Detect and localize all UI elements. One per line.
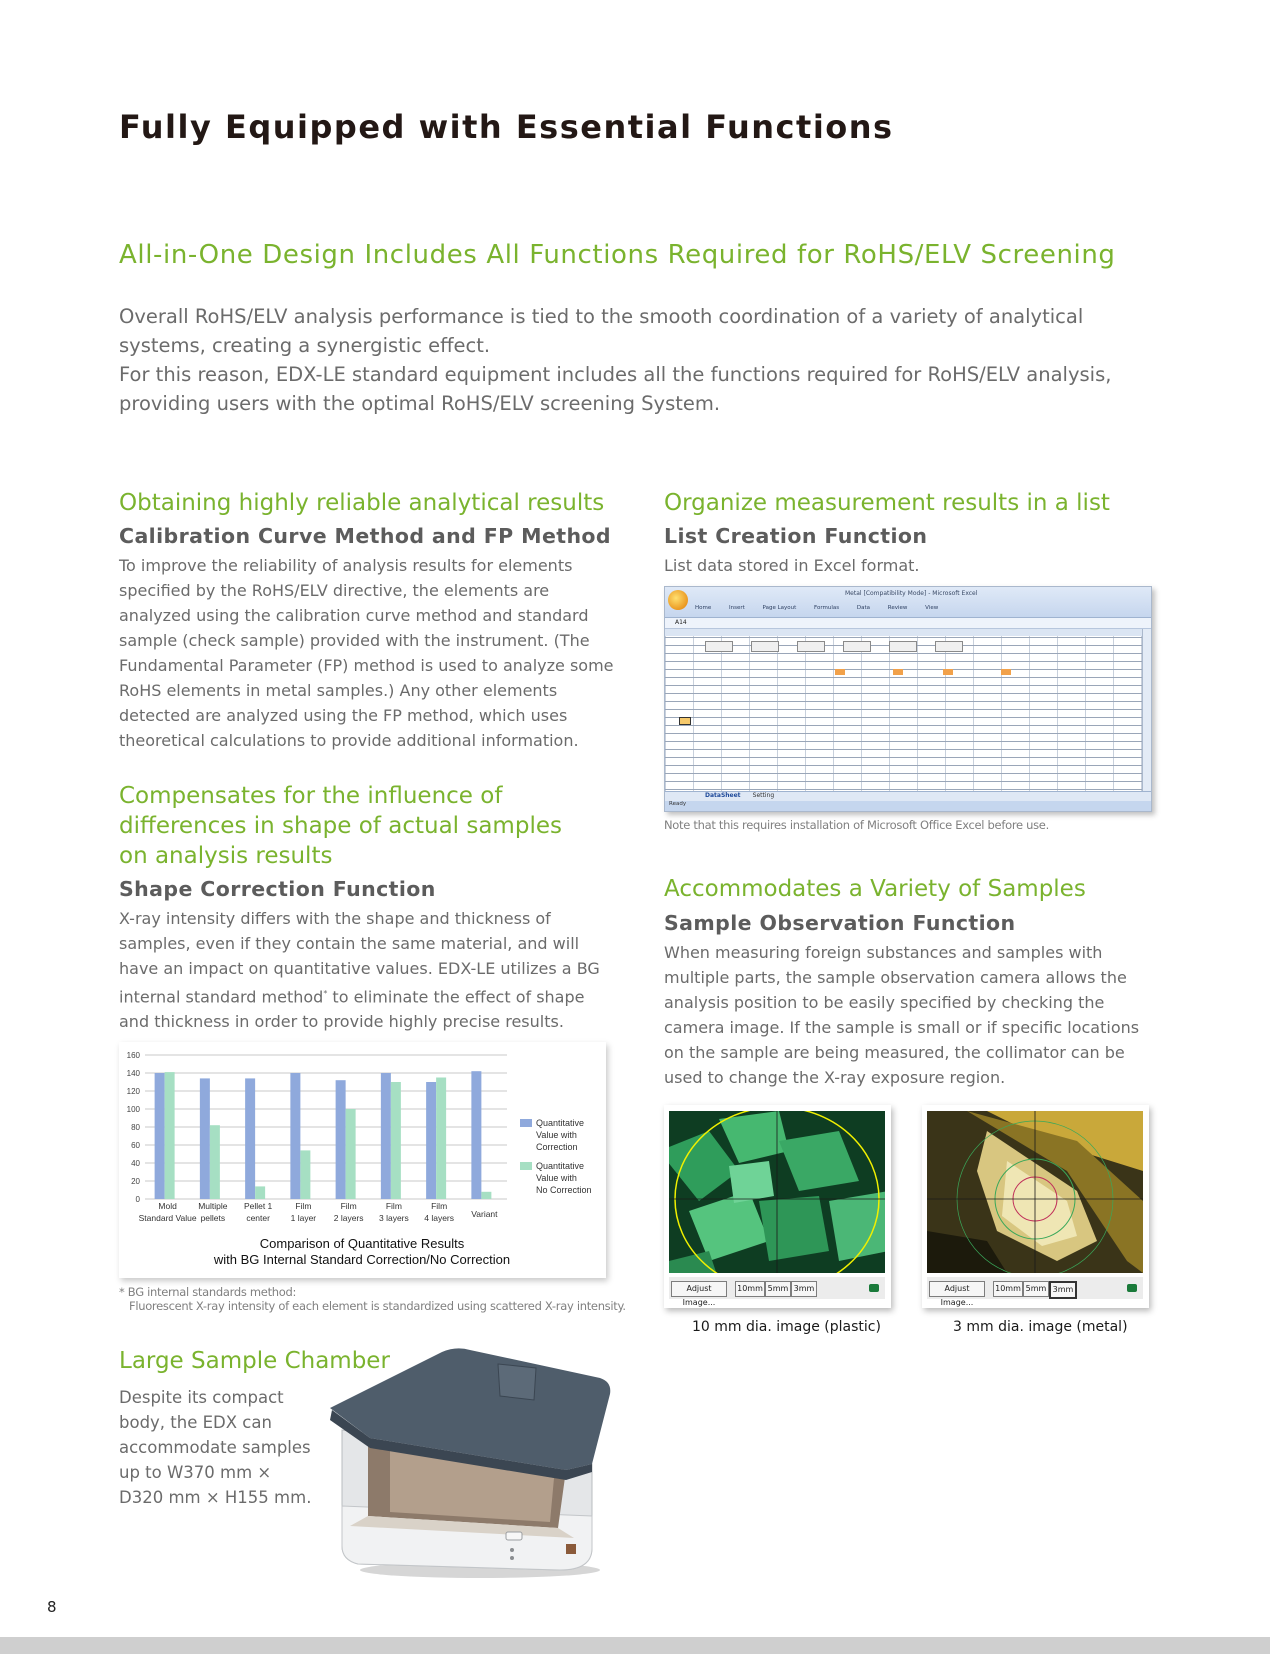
excel-highlight-cell bbox=[893, 669, 903, 675]
chart-bar-no-correction bbox=[346, 1109, 356, 1199]
chart-x-tick-label: pellets bbox=[200, 1213, 226, 1223]
chart-x-tick-label: Mold bbox=[158, 1201, 177, 1211]
excel-name-box: A14 bbox=[675, 619, 687, 626]
chamber-body-line-2: body, the EDX can bbox=[119, 1413, 272, 1432]
excel-button-6 bbox=[935, 641, 963, 652]
edx-instrument-image bbox=[330, 1338, 615, 1583]
excel-sheet-buttons bbox=[705, 637, 1095, 647]
chart-bar-with-correction bbox=[471, 1071, 481, 1199]
shape-heading-line-2: differences in shape of actual samples bbox=[119, 813, 562, 839]
chart-x-tick-label: center bbox=[246, 1213, 270, 1223]
excel-button-3 bbox=[797, 641, 825, 652]
metal-sample-photo bbox=[927, 1111, 1143, 1273]
chart-title-line: Comparison of Quantitative Results bbox=[259, 1236, 465, 1251]
page-number: 8 bbox=[47, 1598, 57, 1616]
footnote-marker: * bbox=[323, 989, 328, 998]
chart-y-tick-label: 60 bbox=[131, 1141, 140, 1150]
excel-sheet-tabs bbox=[665, 791, 1151, 801]
bottom-band bbox=[0, 1637, 1270, 1654]
chamber-body-line-1: Despite its compact bbox=[119, 1388, 284, 1407]
excel-window-title: Metal [Compatibility Mode] - Microsoft Excel bbox=[845, 590, 978, 597]
chart-x-tick-label: Standard Value bbox=[138, 1213, 197, 1223]
metal-photo-toolbar bbox=[927, 1277, 1143, 1307]
plastic-sample-photo bbox=[669, 1111, 885, 1273]
chart-x-tick-label: 2 layers bbox=[333, 1213, 364, 1223]
chart-x-tick-label: 1 layer bbox=[290, 1213, 317, 1223]
collimator-5mm-button[interactable]: 5mm bbox=[1023, 1281, 1049, 1297]
collimator-10mm-button[interactable]: 10mm bbox=[735, 1281, 765, 1297]
camera-icon[interactable] bbox=[869, 1284, 879, 1292]
chart-legend-label: Quantitative bbox=[536, 1118, 585, 1128]
page-title: Fully Equipped with Essential Functions bbox=[119, 108, 894, 146]
chart-bar-no-correction bbox=[165, 1072, 175, 1199]
camera-icon[interactable] bbox=[1127, 1284, 1137, 1292]
collimator-5mm-button[interactable]: 5mm bbox=[765, 1281, 791, 1297]
excel-menu-view: View bbox=[925, 605, 939, 611]
chart-legend-label: Quantitative bbox=[536, 1161, 585, 1171]
excel-sheet-tab-setting: Setting bbox=[752, 792, 775, 799]
chart-legend-swatch bbox=[520, 1119, 532, 1127]
footnote-title: * BG internal standards method: bbox=[119, 1285, 297, 1299]
chamber-section-heading: Large Sample Chamber bbox=[119, 1348, 390, 1374]
excel-vertical-scrollbar bbox=[1142, 629, 1151, 791]
calibration-body: To improve the reliability of analysis results for elements specified by the RoHS/ELV directive, the elements are analyzed using the calibration curve method and standard sample (check sample) provided with the instrument. (The Fundamental Parameter (FP) method is used to analyze some RoHS elements in metal samples.) Any other elements detected are analyzed using the FP method, which uses theoretical calculations to provide additional information. bbox=[119, 556, 614, 750]
chart-bar-no-correction bbox=[300, 1150, 310, 1199]
excel-highlight-cell bbox=[943, 669, 953, 675]
intro-paragraph-1: Overall RoHS/ELV analysis performance is tied to the smooth coordination of a variety of analytical systems, creating a synergistic effect. bbox=[119, 305, 1084, 357]
chart-x-tick-label: Film bbox=[295, 1201, 312, 1211]
chart-legend-swatch bbox=[520, 1162, 532, 1170]
footnote-text: Fluorescent X-ray intensity of each element is standardized using scattered X-ray intensity. bbox=[129, 1299, 626, 1313]
samples-subheading: Sample Observation Function bbox=[664, 911, 1016, 935]
chart-bar-with-correction bbox=[336, 1080, 346, 1199]
chart-bar-with-correction bbox=[426, 1082, 436, 1199]
chart-x-tick-label: Pellet 1 bbox=[243, 1201, 273, 1211]
camera-image-plastic bbox=[664, 1105, 891, 1308]
excel-requirement-note: Note that this requires installation of Microsoft Office Excel before use. bbox=[664, 818, 1049, 832]
chart-bar-no-correction bbox=[210, 1125, 220, 1199]
chart-x-tick-label: Variant bbox=[471, 1209, 498, 1219]
excel-button-1 bbox=[705, 641, 733, 652]
excel-cell-grid bbox=[665, 629, 1143, 791]
excel-menu-bar bbox=[695, 605, 954, 611]
chart-x-tick-label: 4 layers bbox=[424, 1213, 455, 1223]
intro-paragraph-2: For this reason, EDX-LE standard equipment includes all the functions required for RoHS/ELV analysis, providing users with the optimal RoHS/ELV screening System. bbox=[119, 363, 1112, 415]
collimator-3mm-button[interactable]: 3mm bbox=[1049, 1281, 1077, 1299]
chart-y-tick-label: 20 bbox=[131, 1177, 140, 1186]
shape-body-part-2: to eliminate the effect of shape and thickness in order to provide highly precise results. bbox=[119, 987, 585, 1032]
shape-heading-line-1: Compensates for the influence of bbox=[119, 783, 503, 809]
chamber-body-line-4: up to W370 mm × bbox=[119, 1463, 272, 1482]
excel-button-4 bbox=[843, 641, 871, 652]
shape-subheading: Shape Correction Function bbox=[119, 877, 436, 901]
chart-bar-with-correction bbox=[381, 1073, 391, 1199]
chart-bar-no-correction bbox=[481, 1192, 491, 1199]
samples-body: When measuring foreign substances and samples with multiple parts, the sample observation camera allows the analysis position to be easily specified by checking the camera image. If the sample is small or if specific locations on the sample are being measured, the collimator can be used to change the X-ray exposure region. bbox=[664, 943, 1140, 1087]
chart-svg bbox=[119, 1042, 606, 1278]
chart-bar-with-correction bbox=[155, 1073, 165, 1199]
excel-menu-formulas: Formulas bbox=[814, 605, 840, 611]
plastic-photo-caption: 10 mm dia. image (plastic) bbox=[692, 1319, 881, 1335]
calibration-section-heading: Obtaining highly reliable analytical results bbox=[119, 490, 605, 516]
excel-highlight-cell bbox=[1001, 669, 1011, 675]
excel-sheet-tab-datasheet: DataSheet bbox=[705, 792, 741, 799]
chart-y-tick-label: 40 bbox=[131, 1159, 140, 1168]
excel-screenshot bbox=[664, 586, 1152, 812]
calibration-subheading: Calibration Curve Method and FP Method bbox=[119, 524, 611, 548]
list-section-heading: Organize measurement results in a list bbox=[664, 490, 1110, 516]
chart-x-tick-label: Film bbox=[431, 1201, 448, 1211]
chamber-body bbox=[119, 1385, 311, 1510]
chart-bar-with-correction bbox=[245, 1078, 255, 1199]
lead-heading: All-in-One Design Includes All Functions Required for RoHS/ELV Screening bbox=[119, 240, 1116, 270]
shape-body-part-1: X-ray intensity differs with the shape and thickness of samples, even if they contain the same material, and will have an impact on quantitative values. EDX-LE utilizes a BG internal standard method bbox=[119, 909, 600, 1007]
plastic-photo-toolbar bbox=[669, 1277, 885, 1307]
collimator-10mm-button[interactable]: 10mm bbox=[993, 1281, 1023, 1297]
chart-y-tick-label: 140 bbox=[126, 1069, 140, 1078]
camera-image-metal bbox=[922, 1105, 1149, 1308]
samples-section-heading: Accommodates a Variety of Samples bbox=[664, 876, 1086, 902]
excel-menu-review: Review bbox=[887, 605, 908, 611]
excel-ribbon bbox=[665, 587, 1151, 618]
chart-x-tick-label: 3 layers bbox=[378, 1213, 409, 1223]
excel-highlight-cell bbox=[835, 669, 845, 675]
chart-x-tick-label: Multiple bbox=[198, 1201, 228, 1211]
excel-status-bar: Ready bbox=[665, 801, 1151, 811]
chamber-body-line-3: accommodate samples bbox=[119, 1438, 311, 1457]
shape-body bbox=[119, 906, 612, 1034]
excel-menu-insert: Insert bbox=[729, 605, 745, 611]
adjust-image-button[interactable]: Adjust Image... bbox=[929, 1281, 985, 1297]
chart-legend-label: Value with bbox=[536, 1130, 577, 1140]
excel-button-5 bbox=[889, 641, 917, 652]
excel-menu-page-layout: Page Layout bbox=[762, 605, 797, 611]
chart-y-tick-label: 80 bbox=[131, 1123, 140, 1132]
chart-bar-no-correction bbox=[255, 1186, 265, 1199]
chart-y-tick-label: 120 bbox=[126, 1087, 140, 1096]
chart-legend-label: No Correction bbox=[536, 1185, 592, 1195]
excel-menu-home: Home bbox=[695, 605, 712, 611]
excel-button-2 bbox=[751, 641, 779, 652]
comparison-chart bbox=[119, 1042, 606, 1278]
shape-heading-line-3: on analysis results bbox=[119, 843, 333, 869]
collimator-3mm-button[interactable]: 3mm bbox=[791, 1281, 817, 1297]
excel-selected-cell bbox=[679, 717, 691, 725]
excel-formula-bar bbox=[665, 618, 1151, 629]
excel-menu-data: Data bbox=[856, 605, 871, 611]
chart-bar-with-correction bbox=[200, 1078, 210, 1199]
chart-x-tick-label: Film bbox=[340, 1201, 357, 1211]
office-button-icon bbox=[668, 590, 688, 610]
chart-title-line: with BG Internal Standard Correction/No Correction bbox=[213, 1252, 511, 1267]
chart-bar-no-correction bbox=[436, 1078, 446, 1200]
chart-x-tick-label: Film bbox=[385, 1201, 402, 1211]
chart-bar-no-correction bbox=[391, 1082, 401, 1199]
chart-legend-label: Value with bbox=[536, 1173, 577, 1183]
list-body: List data stored in Excel format. bbox=[664, 556, 920, 575]
metal-photo-caption: 3 mm dia. image (metal) bbox=[953, 1319, 1128, 1335]
chart-legend-label: Correction bbox=[536, 1142, 578, 1152]
adjust-image-button[interactable]: Adjust Image... bbox=[671, 1281, 727, 1297]
chart-bar-with-correction bbox=[290, 1073, 300, 1199]
chart-y-tick-label: 160 bbox=[126, 1051, 140, 1060]
chamber-body-line-5: D320 mm × H155 mm. bbox=[119, 1488, 312, 1507]
shape-section-heading bbox=[119, 781, 562, 871]
chart-y-tick-label: 100 bbox=[126, 1105, 140, 1114]
chart-y-tick-label: 0 bbox=[135, 1195, 140, 1204]
excel-column-header bbox=[665, 629, 1143, 636]
intro-text bbox=[119, 302, 1169, 418]
list-subheading: List Creation Function bbox=[664, 524, 928, 548]
